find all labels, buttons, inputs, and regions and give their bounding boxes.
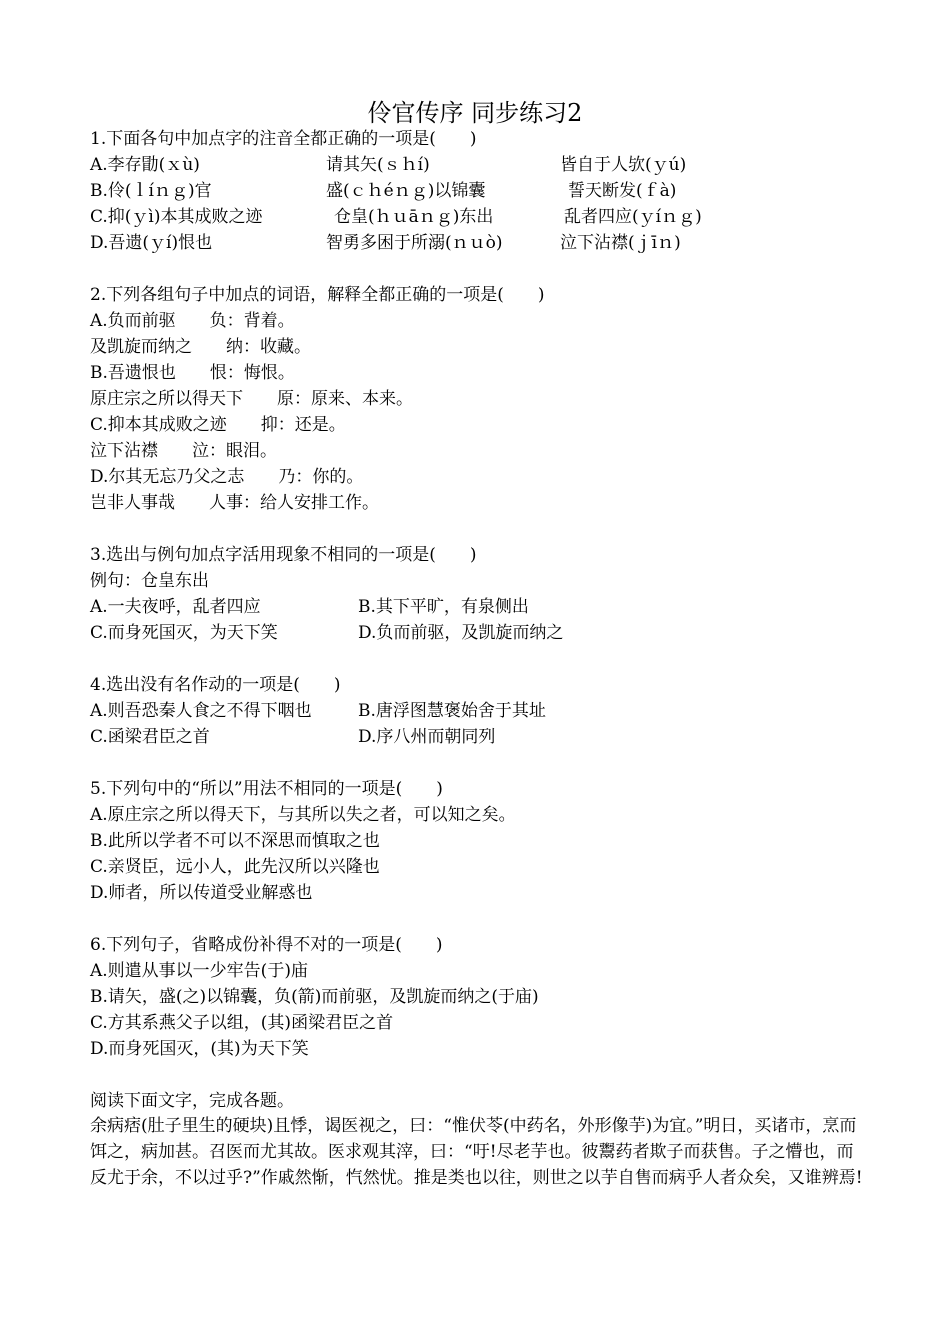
q1-option-c-2: 仓皇(ｈｕāｎｇ)东出 [334, 207, 494, 227]
q2-line: 及凯旋而纳之 纳：收藏。 [90, 337, 311, 357]
q6-option: C.方其系燕父子以组，(其)函梁君臣之首 [90, 1013, 394, 1033]
q3-example: 例句：仓皇东出 [90, 571, 209, 591]
q3-option-b: B.其下平旷，有泉侧出 [358, 597, 529, 617]
q6-option: B.请矢，盛(之)以锦囊，负(箭)而前驱，及凯旋而纳之(于庙) [90, 987, 539, 1007]
q1-option-c-3: 乱者四应(ｙíｎｇ) [564, 207, 702, 227]
q2-line: B.吾遗恨也 恨：悔恨。 [90, 363, 295, 383]
q3-option-c: C.而身死国灭，为天下笑 [90, 623, 278, 643]
q1-option-a-1: A.李存勖(ｘù) [90, 155, 200, 175]
q4-option-c: C.函梁君臣之首 [90, 727, 210, 747]
q1-stem: 1.下面各句中加点字的注音全都正确的一项是( ) [90, 129, 477, 149]
q2-line: C.抑本其成败之迹 抑：还是。 [90, 415, 346, 435]
q1-option-b-3: 誓天断发(ｆà) [568, 181, 677, 201]
reading-intro: 阅读下面文字，完成各题。 [90, 1091, 294, 1111]
q1-option-c-1: C.抑(ｙì)本其成败之迹 [90, 207, 263, 227]
q4-option-d: D.序八州而朝同列 [358, 727, 496, 747]
q5-stem: 5.下列句中的“所以”用法不相同的一项是( ) [90, 779, 443, 799]
q5-option: A.原庄宗之所以得天下，与其所以失之者，可以知之矣。 [90, 805, 516, 825]
page-title: 伶官传序 同步练习2 [367, 99, 583, 127]
q2-line: D.尔其无忘乃父之志 乃：你的。 [90, 467, 364, 487]
q5-option: D.师者，所以传道受业解惑也 [90, 883, 313, 903]
q1-option-d-3: 泣下沾襟(ｊīｎ) [560, 233, 681, 253]
q1-option-a-2: 请其矢(ｓｈí) [326, 155, 430, 175]
q1-option-a-3: 皆自于人欤(ｙú) [560, 155, 687, 175]
q1-option-d-2: 智勇多困于所溺(ｎｕò) [326, 233, 503, 253]
q1-option-b-2: 盛(ｃｈéｎｇ)以锦囊 [326, 181, 486, 201]
q5-option: C.亲贤臣，远小人，此先汉所以兴隆也 [90, 857, 380, 877]
q6-option: D.而身死国灭，(其)为天下笑 [90, 1039, 309, 1059]
q3-stem: 3.选出与例句加点字活用现象不相同的一项是( ) [90, 545, 477, 565]
q2-line: 原庄宗之所以得天下 原：原来、本来。 [90, 389, 413, 409]
q2-stem: 2.下列各组句子中加点的词语，解释全都正确的一项是( ) [90, 285, 545, 305]
q6-option: A.则遣从事以一少牢告(于)庙 [90, 961, 308, 981]
reading-passage: 余病痞(肚子里生的硬块)且悸，谒医视之，曰：“惟伏苓(中药名，外形像芋)为宜。”明日，买诸市，烹而饵之，病加甚。召医而尤其故。医求观其滓，曰：“吁!尽老芋也。彼鬻药者欺子而获售。子之懵也，而反尤于余，不以过乎?”作戚然惭，忾然忧。推是类也以往，则世之以芋自售而病乎人者众矣，又谁辨焉! [90, 1116, 863, 1188]
q5-option: B.此所以学者不可以不深思而慎取之也 [90, 831, 380, 851]
q3-option-d: D.负而前驱，及凯旋而纳之 [358, 623, 564, 643]
q2-line: A.负而前驱 负：背着。 [90, 311, 295, 331]
q1-option-d-1: D.吾遗(ｙí)恨也 [90, 233, 213, 253]
q3-option-a: A.一夫夜呼，乱者四应 [90, 597, 261, 617]
q4-option-b: B.唐浮图慧褒始舍于其址 [358, 701, 546, 721]
q2-line: 岂非人事哉 人事：给人安排工作。 [90, 493, 379, 513]
q4-option-a: A.则吾恐秦人食之不得下咽也 [90, 701, 312, 721]
q2-line: 泣下沾襟 泣：眼泪。 [90, 441, 277, 461]
q1-option-b-1: B.伶(ｌíｎｇ)官 [90, 181, 212, 201]
q6-stem: 6.下列句子，省略成份补得不对的一项是( ) [90, 935, 443, 955]
q4-stem: 4.选出没有名作动的一项是( ) [90, 675, 341, 695]
